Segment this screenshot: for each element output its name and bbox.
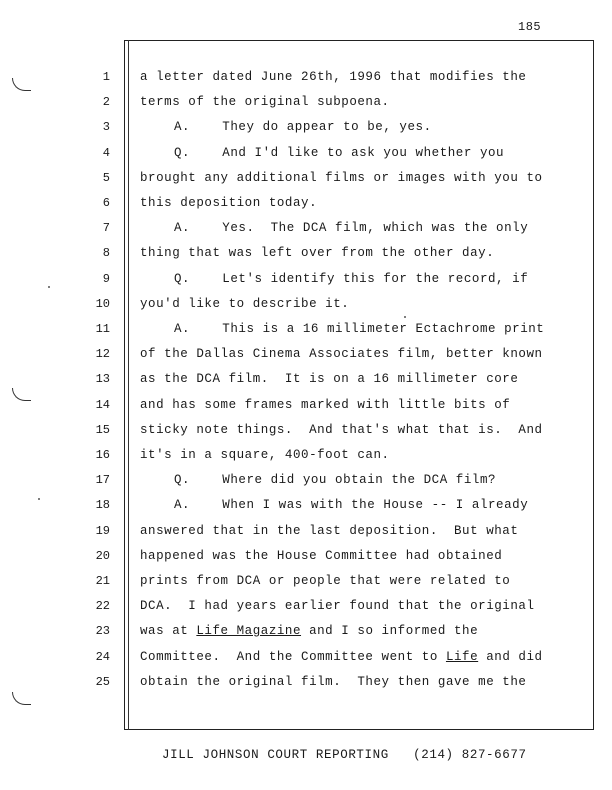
transcript-line: answered that in the last deposition. But what <box>140 524 519 538</box>
transcript-line: A. Yes. The DCA film, which was the only <box>174 221 529 235</box>
footer-reporter: JILL JOHNSON COURT REPORTING (214) 827-6677 <box>162 748 527 762</box>
transcript-line: as the DCA film. It is on a 16 millimeter core <box>140 372 519 386</box>
transcript-line: happened was the House Committee had obtained <box>140 549 503 563</box>
transcript-line: brought any additional films or images with you to <box>140 171 543 185</box>
transcript-line: A. They do appear to be, yes. <box>174 120 432 134</box>
underlined-title: Life Magazine <box>196 624 302 638</box>
line-number: 20 <box>95 549 110 563</box>
punch-hole-mark <box>12 78 31 91</box>
transcript-line: thing that was left over from the other day. <box>140 246 495 260</box>
line-number: 16 <box>95 448 110 462</box>
line-number: 25 <box>95 675 110 689</box>
scan-speck <box>38 498 40 500</box>
transcript-line: A. When I was with the House -- I already <box>174 498 529 512</box>
transcript-line: terms of the original subpoena. <box>140 95 390 109</box>
transcript-line: obtain the original film. They then gave me the <box>140 675 527 689</box>
line-number: 14 <box>95 398 110 412</box>
line-number: 24 <box>95 650 110 664</box>
transcript-line: Q. And I'd like to ask you whether you <box>174 146 505 160</box>
transcript-line: it's in a square, 400-foot can. <box>140 448 390 462</box>
line-number: 17 <box>95 473 110 487</box>
line-text-segment: Committee. And the Committee went to <box>140 650 446 664</box>
line-text-segment: and did <box>478 650 543 664</box>
margin-rule <box>128 40 129 730</box>
transcript-line: you'd like to describe it. <box>140 297 350 311</box>
line-number: 11 <box>95 322 110 336</box>
line-number: 13 <box>95 372 110 386</box>
scan-speck <box>404 316 406 318</box>
transcript-line: a letter dated June 26th, 1996 that modifies the <box>140 70 527 84</box>
transcript-line: Q. Where did you obtain the DCA film? <box>174 473 497 487</box>
line-number: 2 <box>102 95 110 109</box>
line-number: 3 <box>102 120 110 134</box>
transcript-line <box>140 650 543 664</box>
line-number: 23 <box>95 624 110 638</box>
line-number: 1 <box>102 70 110 84</box>
punch-hole-mark <box>12 388 31 401</box>
line-number: 9 <box>102 272 110 286</box>
punch-hole-mark <box>12 692 31 705</box>
transcript-line: DCA. I had years earlier found that the original <box>140 599 535 613</box>
transcript-line: of the Dallas Cinema Associates film, better known <box>140 347 543 361</box>
line-number: 22 <box>95 599 110 613</box>
line-number: 5 <box>102 171 110 185</box>
underlined-title: Life <box>445 650 479 664</box>
transcript-line: sticky note things. And that's what that is. And <box>140 423 543 437</box>
line-number: 8 <box>102 246 110 260</box>
line-number: 21 <box>95 574 110 588</box>
line-text-segment: and I so informed the <box>301 624 479 638</box>
scan-speck <box>48 286 50 288</box>
line-number: 6 <box>102 196 110 210</box>
line-number: 12 <box>95 347 110 361</box>
transcript-line: and has some frames marked with little bits of <box>140 398 511 412</box>
transcript-line: Q. Let's identify this for the record, if <box>174 272 529 286</box>
line-number: 7 <box>102 221 110 235</box>
line-text-segment: was at <box>140 624 197 638</box>
line-number: 18 <box>95 498 110 512</box>
transcript-line: prints from DCA or people that were related to <box>140 574 511 588</box>
transcript-line: A. This is a 16 millimeter Ectachrome print <box>174 322 545 336</box>
transcript-line <box>140 624 478 638</box>
line-number: 19 <box>95 524 110 538</box>
line-number: 10 <box>95 297 110 311</box>
page-number: 185 <box>518 20 542 34</box>
line-number: 15 <box>95 423 110 437</box>
line-number: 4 <box>102 146 110 160</box>
transcript-line: this deposition today. <box>140 196 318 210</box>
